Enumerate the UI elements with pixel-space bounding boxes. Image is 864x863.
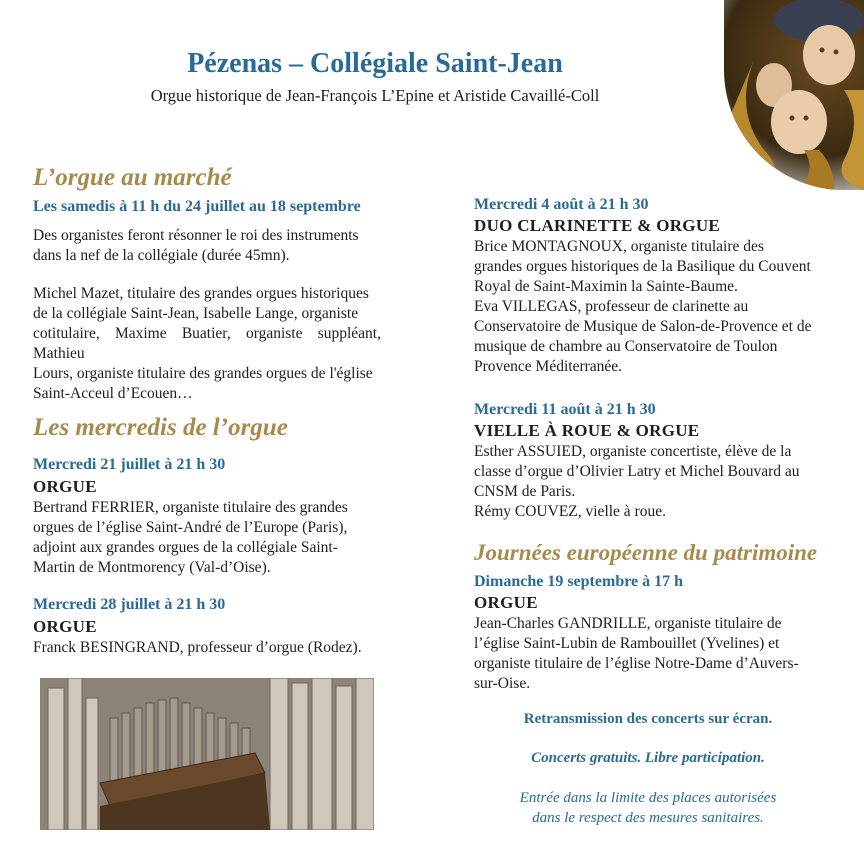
event-description xyxy=(474,237,822,377)
text-line: de la collégiale Saint-Jean, Isabelle Lange, organiste xyxy=(33,305,359,322)
intro-paragraph xyxy=(33,226,381,266)
event-description xyxy=(33,638,381,658)
text-line: Franck BESINGRAND, professeur d’orgue (Rodez). xyxy=(33,639,362,656)
organists-paragraph xyxy=(33,284,381,404)
text-line: Lours, organiste titulaire des grandes orgues de l'église xyxy=(33,365,373,382)
section-heading-mercredis: Les mercredis de l’orgue xyxy=(33,414,288,441)
section-heading-orgue-au-marche: L’orgue au marché xyxy=(33,164,232,191)
text-line: Brice MONTAGNOUX, organiste titulaire des xyxy=(474,238,764,255)
text-line: Provence Méditerranée. xyxy=(474,358,623,375)
event-description xyxy=(474,442,822,522)
event-title: VIELLE À ROUE & ORGUE xyxy=(474,421,700,440)
text-line: Michel Mazet, titulaire des grandes orgues historiques xyxy=(33,285,369,302)
event-description xyxy=(33,498,381,578)
text-line: classe d’orgue d’Olivier Latry et Michel Bouvard au xyxy=(474,463,800,480)
event-title: ORGUE xyxy=(474,593,538,612)
text-line: Conservatoire de Musique de Salon-de-Provence et de xyxy=(474,318,812,335)
event-description xyxy=(474,614,822,694)
text-line: organiste titulaire de l’église Notre-Dame d’Auvers- xyxy=(474,655,799,672)
free-concerts-note: Concerts gratuits. Libre participation. xyxy=(531,750,765,766)
text-line: grandes orgues historiques de la Basilique du Couvent xyxy=(474,258,811,275)
organ-pipes-photo xyxy=(40,678,374,830)
entry-conditions-note xyxy=(474,788,822,828)
text-line: l’église Saint-Lubin de Rambouillet (Yvelines) et xyxy=(474,635,780,652)
text-line: dans le respect des mesures sanitaires. xyxy=(532,810,764,826)
section-heading-journees-patrimoine: Journées européenne du patrimoine xyxy=(474,540,818,565)
text-line: Royal de Saint-Maximin la Sainte-Baume. xyxy=(474,278,738,295)
text-line: Bertrand FERRIER, organiste titulaire des grandes xyxy=(33,499,348,516)
text-line: Esther ASSUIED, organiste concertiste, élève de la xyxy=(474,443,792,460)
text-line: CNSM de Paris. xyxy=(474,483,576,500)
event-date: Mercredi 28 juillet à 21 h 30 xyxy=(33,596,226,613)
text-line: dans la nef de la collégiale (durée 45mn). xyxy=(33,247,290,264)
text-line: Entrée dans la limite des places autorisées xyxy=(519,790,777,806)
text-line: Martin de Montmorency (Val-d’Oise). xyxy=(33,559,271,576)
page-subtitle: Orgue historique de Jean-François L’Epine et Aristide Cavaillé-Coll xyxy=(150,86,600,105)
text-line: sur-Oise. xyxy=(474,675,531,692)
text-line: Saint-Acceul d’Ecouen… xyxy=(33,385,193,402)
event-date: Mercredi 11 août à 21 h 30 xyxy=(474,401,656,418)
text-line: cotitulaire, Maxime Buatier, organiste suppléant, Mathieu xyxy=(33,325,381,362)
angel-sculpture-image xyxy=(724,0,864,190)
text-line: Jean-Charles GANDRILLE, organiste titulaire de xyxy=(474,615,782,632)
organ-pipes-illustration xyxy=(40,678,374,830)
event-title: DUO CLARINETTE & ORGUE xyxy=(474,216,721,235)
text-line: Eva VILLEGAS, professeur de clarinette au xyxy=(474,298,749,315)
event-title: ORGUE xyxy=(33,477,97,496)
text-line: musique de chambre au Conservatoire de Toulon xyxy=(474,338,778,355)
retransmission-note: Retransmission des concerts sur écran. xyxy=(523,711,773,727)
event-title: ORGUE xyxy=(33,617,97,636)
text-line: orgues de l’église Saint-André de l’Europe (Paris), xyxy=(33,519,348,536)
event-date: Mercredi 21 juillet à 21 h 30 xyxy=(33,456,226,473)
event-date: Mercredi 4 août à 21 h 30 xyxy=(474,196,649,213)
event-date: Dimanche 19 septembre à 17 h xyxy=(474,573,684,590)
text-line: adjoint aux grandes orgues de la collégiale Saint- xyxy=(33,539,338,556)
angel-sculpture-illustration xyxy=(724,0,864,190)
event-date: Les samedis à 11 h du 24 juillet au 18 septembre xyxy=(33,198,361,215)
page-title: Pézenas – Collégiale Saint-Jean xyxy=(187,48,563,79)
text-line: Rémy COUVEZ, vielle à roue. xyxy=(474,503,666,520)
text-line: Des organistes feront résonner le roi des instruments xyxy=(33,227,359,244)
